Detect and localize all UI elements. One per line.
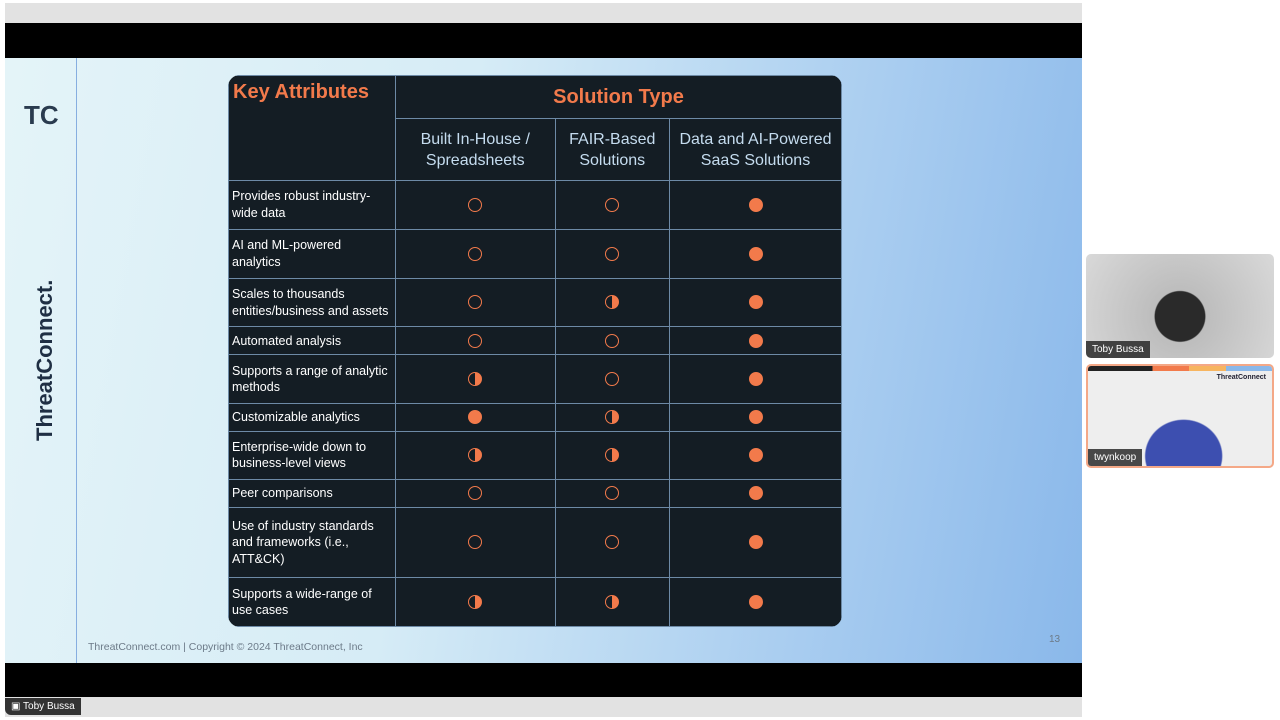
empty-circle-icon <box>605 535 619 549</box>
letterbox-bottom <box>5 663 1082 697</box>
solution-type-header: Solution Type <box>396 76 842 119</box>
rating-cell <box>396 431 556 480</box>
full-circle-icon <box>749 448 763 462</box>
presentation-slide <box>5 58 1082 663</box>
rating-cell <box>555 431 669 480</box>
rating-cell <box>670 480 842 508</box>
full-circle-icon <box>749 410 763 424</box>
full-circle-icon <box>749 247 763 261</box>
rating-cell <box>555 278 669 327</box>
half-circle-icon <box>468 595 482 609</box>
empty-circle-icon <box>605 486 619 500</box>
table-row <box>229 403 842 431</box>
attribute-label: Supports a wide-range of use cases <box>229 578 396 627</box>
key-attributes-header: Key Attributes <box>229 76 396 181</box>
table-row <box>229 278 842 327</box>
table-row <box>229 181 842 230</box>
full-circle-icon <box>749 535 763 549</box>
attribute-label: Automated analysis <box>229 327 396 355</box>
rating-cell <box>396 327 556 355</box>
rating-cell <box>396 480 556 508</box>
rating-cell <box>670 355 842 404</box>
rating-cell <box>396 355 556 404</box>
half-circle-icon <box>468 372 482 386</box>
attribute-label: Provides robust industry-wide data <box>229 181 396 230</box>
rating-cell <box>555 181 669 230</box>
table-row <box>229 480 842 508</box>
half-circle-icon <box>605 410 619 424</box>
full-circle-icon <box>749 198 763 212</box>
full-circle-icon <box>749 334 763 348</box>
bottom-bar <box>5 697 1082 717</box>
rating-cell <box>670 508 842 578</box>
rating-cell <box>670 278 842 327</box>
rating-cell <box>670 431 842 480</box>
rating-cell <box>555 229 669 278</box>
attribute-label: Customizable analytics <box>229 403 396 431</box>
rating-cell <box>396 508 556 578</box>
rating-cell <box>396 578 556 627</box>
attribute-label: Scales to thousands entities/business and assets <box>229 278 396 327</box>
table-row <box>229 508 842 578</box>
participant-video-tile[interactable] <box>1086 254 1274 358</box>
full-circle-icon <box>749 295 763 309</box>
attribute-label: Enterprise-wide down to business-level views <box>229 431 396 480</box>
rating-cell <box>396 403 556 431</box>
column-header: FAIR-Based Solutions <box>555 119 669 181</box>
empty-circle-icon <box>605 334 619 348</box>
full-circle-icon <box>468 410 482 424</box>
column-header: Data and AI-Powered SaaS Solutions <box>670 119 842 181</box>
letterbox-top <box>5 23 1082 58</box>
table-row <box>229 578 842 627</box>
full-circle-icon <box>749 595 763 609</box>
rating-cell <box>555 578 669 627</box>
page-number: 13 <box>1049 634 1061 645</box>
rating-cell <box>396 278 556 327</box>
slide-sidebar <box>5 58 77 663</box>
table-row <box>229 327 842 355</box>
half-circle-icon <box>605 448 619 462</box>
table-row <box>229 431 842 480</box>
empty-circle-icon <box>605 372 619 386</box>
rating-cell <box>670 578 842 627</box>
empty-circle-icon <box>605 198 619 212</box>
rating-cell <box>670 327 842 355</box>
attribute-label: Supports a range of analytic methods <box>229 355 396 404</box>
brand-stripe <box>1088 366 1272 371</box>
presenter-name: Toby Bussa <box>23 701 75 712</box>
top-bar <box>5 3 1082 23</box>
rating-cell <box>670 229 842 278</box>
attribute-label: AI and ML-powered analytics <box>229 229 396 278</box>
half-circle-icon <box>605 295 619 309</box>
empty-circle-icon <box>468 247 482 261</box>
threatconnect-logo-icon: TC <box>24 100 59 130</box>
participant-name: twynkoop <box>1088 449 1142 466</box>
participant-name: Toby Bussa <box>1086 341 1150 358</box>
rating-cell <box>555 480 669 508</box>
half-circle-icon <box>468 448 482 462</box>
empty-circle-icon <box>605 247 619 261</box>
empty-circle-icon <box>468 334 482 348</box>
comparison-table <box>228 75 842 627</box>
rating-cell <box>555 403 669 431</box>
vertical-logo: ThreatConnect. <box>32 279 57 441</box>
rating-cell <box>555 327 669 355</box>
column-header: Built In-House / Spreadsheets <box>396 119 556 181</box>
full-circle-icon <box>749 486 763 500</box>
empty-circle-icon <box>468 295 482 309</box>
participant-video-tile[interactable] <box>1086 364 1274 468</box>
table-row <box>229 229 842 278</box>
screen-share-label[interactable]: ▣ Toby Bussa <box>5 698 81 715</box>
table-row <box>229 355 842 404</box>
rating-cell <box>396 229 556 278</box>
rating-cell <box>670 403 842 431</box>
attribute-label: Use of industry standards and frameworks (i.e., ATT&CK) <box>229 508 396 578</box>
rating-cell <box>396 181 556 230</box>
rating-cell <box>555 508 669 578</box>
empty-circle-icon <box>468 535 482 549</box>
slide-footer: ThreatConnect.com | Copyright © 2024 ThreatConnect, Inc <box>88 641 363 653</box>
full-circle-icon <box>749 372 763 386</box>
empty-circle-icon <box>468 198 482 212</box>
overlay-logo: ThreatConnect <box>1216 374 1266 381</box>
attribute-label: Peer comparisons <box>229 480 396 508</box>
rating-cell <box>670 181 842 230</box>
rating-cell <box>555 355 669 404</box>
empty-circle-icon <box>468 486 482 500</box>
half-circle-icon <box>605 595 619 609</box>
